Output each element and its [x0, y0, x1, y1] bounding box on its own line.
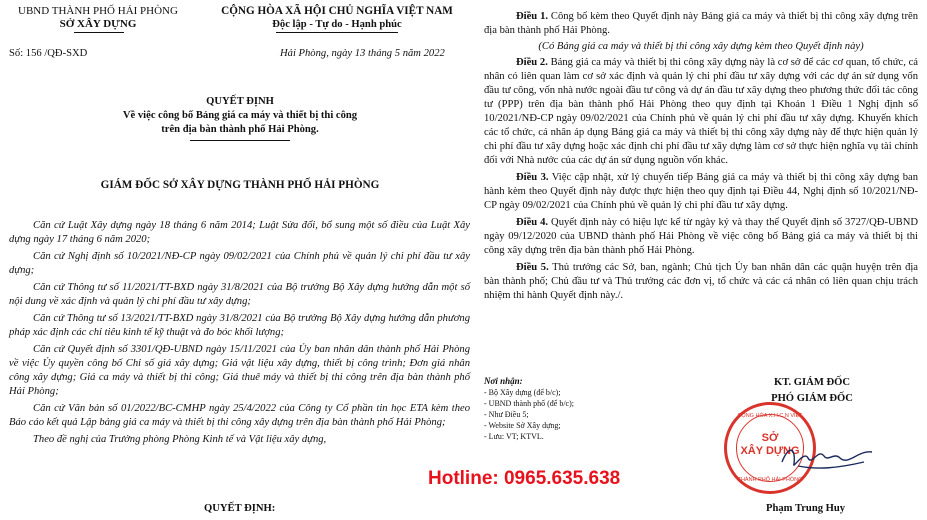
signature-on-behalf: KT. GIÁM ĐỐC: [773, 377, 851, 388]
article-text: Việc cập nhật, xử lý chuyển tiếp Bảng giá ca máy và thiết bị thi công xây dựng ban hành kèm theo Quyết định này được thực hiện theo quy định tại Điều 44, Nghị định số 10/2021/NĐ-CP ngày 09/02/2021 của Chính phủ về quản lý chi phí đầu tư xây dựng.: [484, 172, 919, 211]
org-name: UBND THÀNH PHỐ HẢI PHÒNG: [18, 5, 178, 17]
signer-name: Phạm Trung Huy: [766, 503, 846, 514]
article-label: Điều 5.: [516, 262, 549, 273]
recipient-item: - Bộ Xây dựng (để b/c);: [484, 388, 561, 397]
national-title: CỘNG HÒA XÃ HỘI CHỦ NGHĨA VIỆT NAM: [221, 5, 453, 17]
article-text: Công bố kèm theo Quyết định này Bảng giá ca máy và thiết bị thi công xây dựng trên địa bàn thành phố Hải Phòng.: [484, 11, 918, 36]
decides-heading: QUYẾT ĐỊNH:: [204, 503, 276, 514]
basis-paragraph: Căn cứ Quyết định số 3301/QĐ-UBND ngày 15/11/2021 của Ủy ban nhân dân thành phố Hải Phòng về việc Ủy quyền công bố Chỉ số giá xây dựng; Giá vật liệu xây dựng, thiết bị công trình; Đơn giá nhân công xây dựng; Giá ca máy và thiết bị thi công; Giá thuê máy và thiết bị thi công trên địa bàn thành phố Hải Phòng;: [9, 344, 470, 397]
basis-paragraph: Căn cứ Luật Xây dựng ngày 18 tháng 6 năm 2014; Luật Sửa đổi, bổ sung một số điều của Luật Xây dựng ngày 17 tháng 6 năm 2020;: [9, 220, 470, 245]
issue-date: Hải Phòng, ngày 13 tháng 5 năm 2022: [280, 48, 445, 59]
stamp-ring-top: CỘNG HÒA X.H.C.N VIỆT: [737, 413, 803, 419]
basis-paragraph: Theo đề nghị của Trưởng phòng Phòng Kinh tế và Vật liệu xây dựng,: [33, 434, 327, 445]
national-motto: Độc lập - Tự do - Hạnh phúc: [272, 19, 402, 30]
department-name: SỞ XÂY DỰNG: [59, 18, 137, 30]
recipient-item: - Như Điều 5;: [484, 410, 529, 419]
decision-heading: QUYẾT ĐỊNH: [206, 96, 274, 107]
article-2: [484, 56, 918, 168]
basis-paragraph: Căn cứ Thông tư số 13/2021/TT-BXD ngày 31/8/2021 của Bộ trưởng Bộ Xây dựng hướng dẫn phương pháp xác định các chỉ tiêu kinh tế kỹ thuật và đo bóc khối lượng;: [9, 313, 470, 338]
article-4: [484, 216, 918, 258]
hotline-watermark: Hotline: 0965.635.638: [428, 468, 621, 489]
document-number: Số: 156 /QĐ-SXD: [9, 48, 88, 59]
recipient-item: - Website Sở Xây dựng;: [484, 421, 561, 430]
legal-basis: [9, 219, 470, 447]
title-block: [0, 95, 480, 137]
basis-paragraph: Căn cứ Thông tư số 11/2021/TT-BXD ngày 31/8/2021 của Bộ trưởng Bộ Xây dựng hướng dẫn một số nội dung về xác định và quản lý chi phí đầu tư xây dựng;: [9, 282, 470, 307]
articles: [484, 10, 918, 303]
issuing-authority: GIÁM ĐỐC SỞ XÂY DỰNG THÀNH PHỐ HẢI PHÒNG: [100, 179, 380, 191]
article-5: [484, 261, 918, 303]
signature-role: PHÓ GIÁM ĐỐC: [771, 393, 853, 404]
article-text: Quyết định này có hiệu lực kể từ ngày ký và thay thế Quyết định số 3727/QĐ-UBND ngày 09/12/2020 của UBND thành phố Hải Phòng về việc công bố Bảng giá ca máy và thiết bị thi công xây dựng trên địa bàn thành phố Hải Phòng.: [484, 217, 919, 256]
org-block: [0, 4, 196, 31]
recipients-block: [484, 376, 644, 442]
recipient-item: - Lưu: VT; KTVL.: [484, 432, 544, 441]
basis-paragraph: Căn cứ Văn bản số 01/2022/BC-CMHP ngày 25/4/2022 của Công ty Cổ phần tin học ETA kèm theo Báo cáo kết quả Lập bảng giá ca máy và thiết bị thi công xây dựng trên địa bàn thành phố Hải Phòng;: [9, 403, 470, 428]
decision-subject-1: Về việc công bố Bảng giá ca máy và thiết bị thi công: [122, 110, 358, 121]
recipient-item: - UBND thành phố (để b/c);: [484, 399, 574, 408]
signature-title-block: [712, 376, 912, 407]
recipients-title: Nơi nhận:: [484, 376, 523, 386]
article-3: [484, 171, 918, 213]
article-1: [484, 10, 918, 38]
article-label: Điều 1.: [516, 11, 549, 22]
article-text: Thủ trưởng các Sở, ban, ngành; Chủ tịch Ủy ban nhân dân các quận huyện trên địa bàn thành phố; Chủ đầu tư và Thủ trưởng các đơn vị, tổ chức và các cá nhân có liên quan chịu trách nhiệm thi hành Quyết định này./.: [484, 262, 919, 301]
motto-underline: [276, 32, 398, 33]
national-block: [200, 4, 474, 31]
title-underline: [190, 140, 290, 141]
article-text: Bảng giá ca máy và thiết bị thi công xây dựng này là cơ sở để các cơ quan, tổ chức, cá nhân có liên quan làm cơ sở xác định và quản lý chi phí đầu tư xây dựng với các dự án sử dụng vốn đầu tư công, vốn nhà nước ngoài đầu tư công và dự án đầu tư xây dựng theo phương thức đối tác công tư (PPP) trên địa bàn thành phố Hải Phòng theo quy định tại Khoản 1 Điều 1 Nghị định số 10/2021/NĐ-CP ngày 09/02/2021 của Chính phủ về quản lý chi phí đầu tư xây dựng. Khuyến khích các tổ chức, cá nhân áp dụng Bảng giá ca máy và thiết bị thi công xây dựng này để thực hiện quản lý chi phí đầu tư xây dựng hoặc xác định chi phí đầu tư xây dựng làm cơ sở thực hiện nghĩa vụ tài chính đối với Nhà nước của các dự án sử dụng nguồn vốn khác.: [484, 57, 919, 166]
stamp-ring-bottom: THÀNH PHỐ HẢI PHÒNG: [737, 477, 803, 483]
basis-paragraph: Căn cứ Nghị định số 10/2021/NĐ-CP ngày 09/02/2021 của Chính phủ về quản lý chi phí đầu tư xây dựng;: [9, 251, 470, 276]
handwritten-signature: [778, 440, 878, 474]
decision-subject-2: trên địa bàn thành phố Hải Phòng.: [161, 124, 319, 135]
article-1-note: (Có Bảng giá ca máy và thiết bị thi công xây dựng kèm theo Quyết định này): [538, 41, 864, 52]
article-label: Điều 4.: [516, 217, 549, 228]
org-underline: [74, 32, 124, 33]
stamp-center: SỞ XÂY DỰNG: [740, 432, 800, 457]
article-label: Điều 2.: [516, 57, 548, 68]
article-label: Điều 3.: [516, 172, 549, 183]
